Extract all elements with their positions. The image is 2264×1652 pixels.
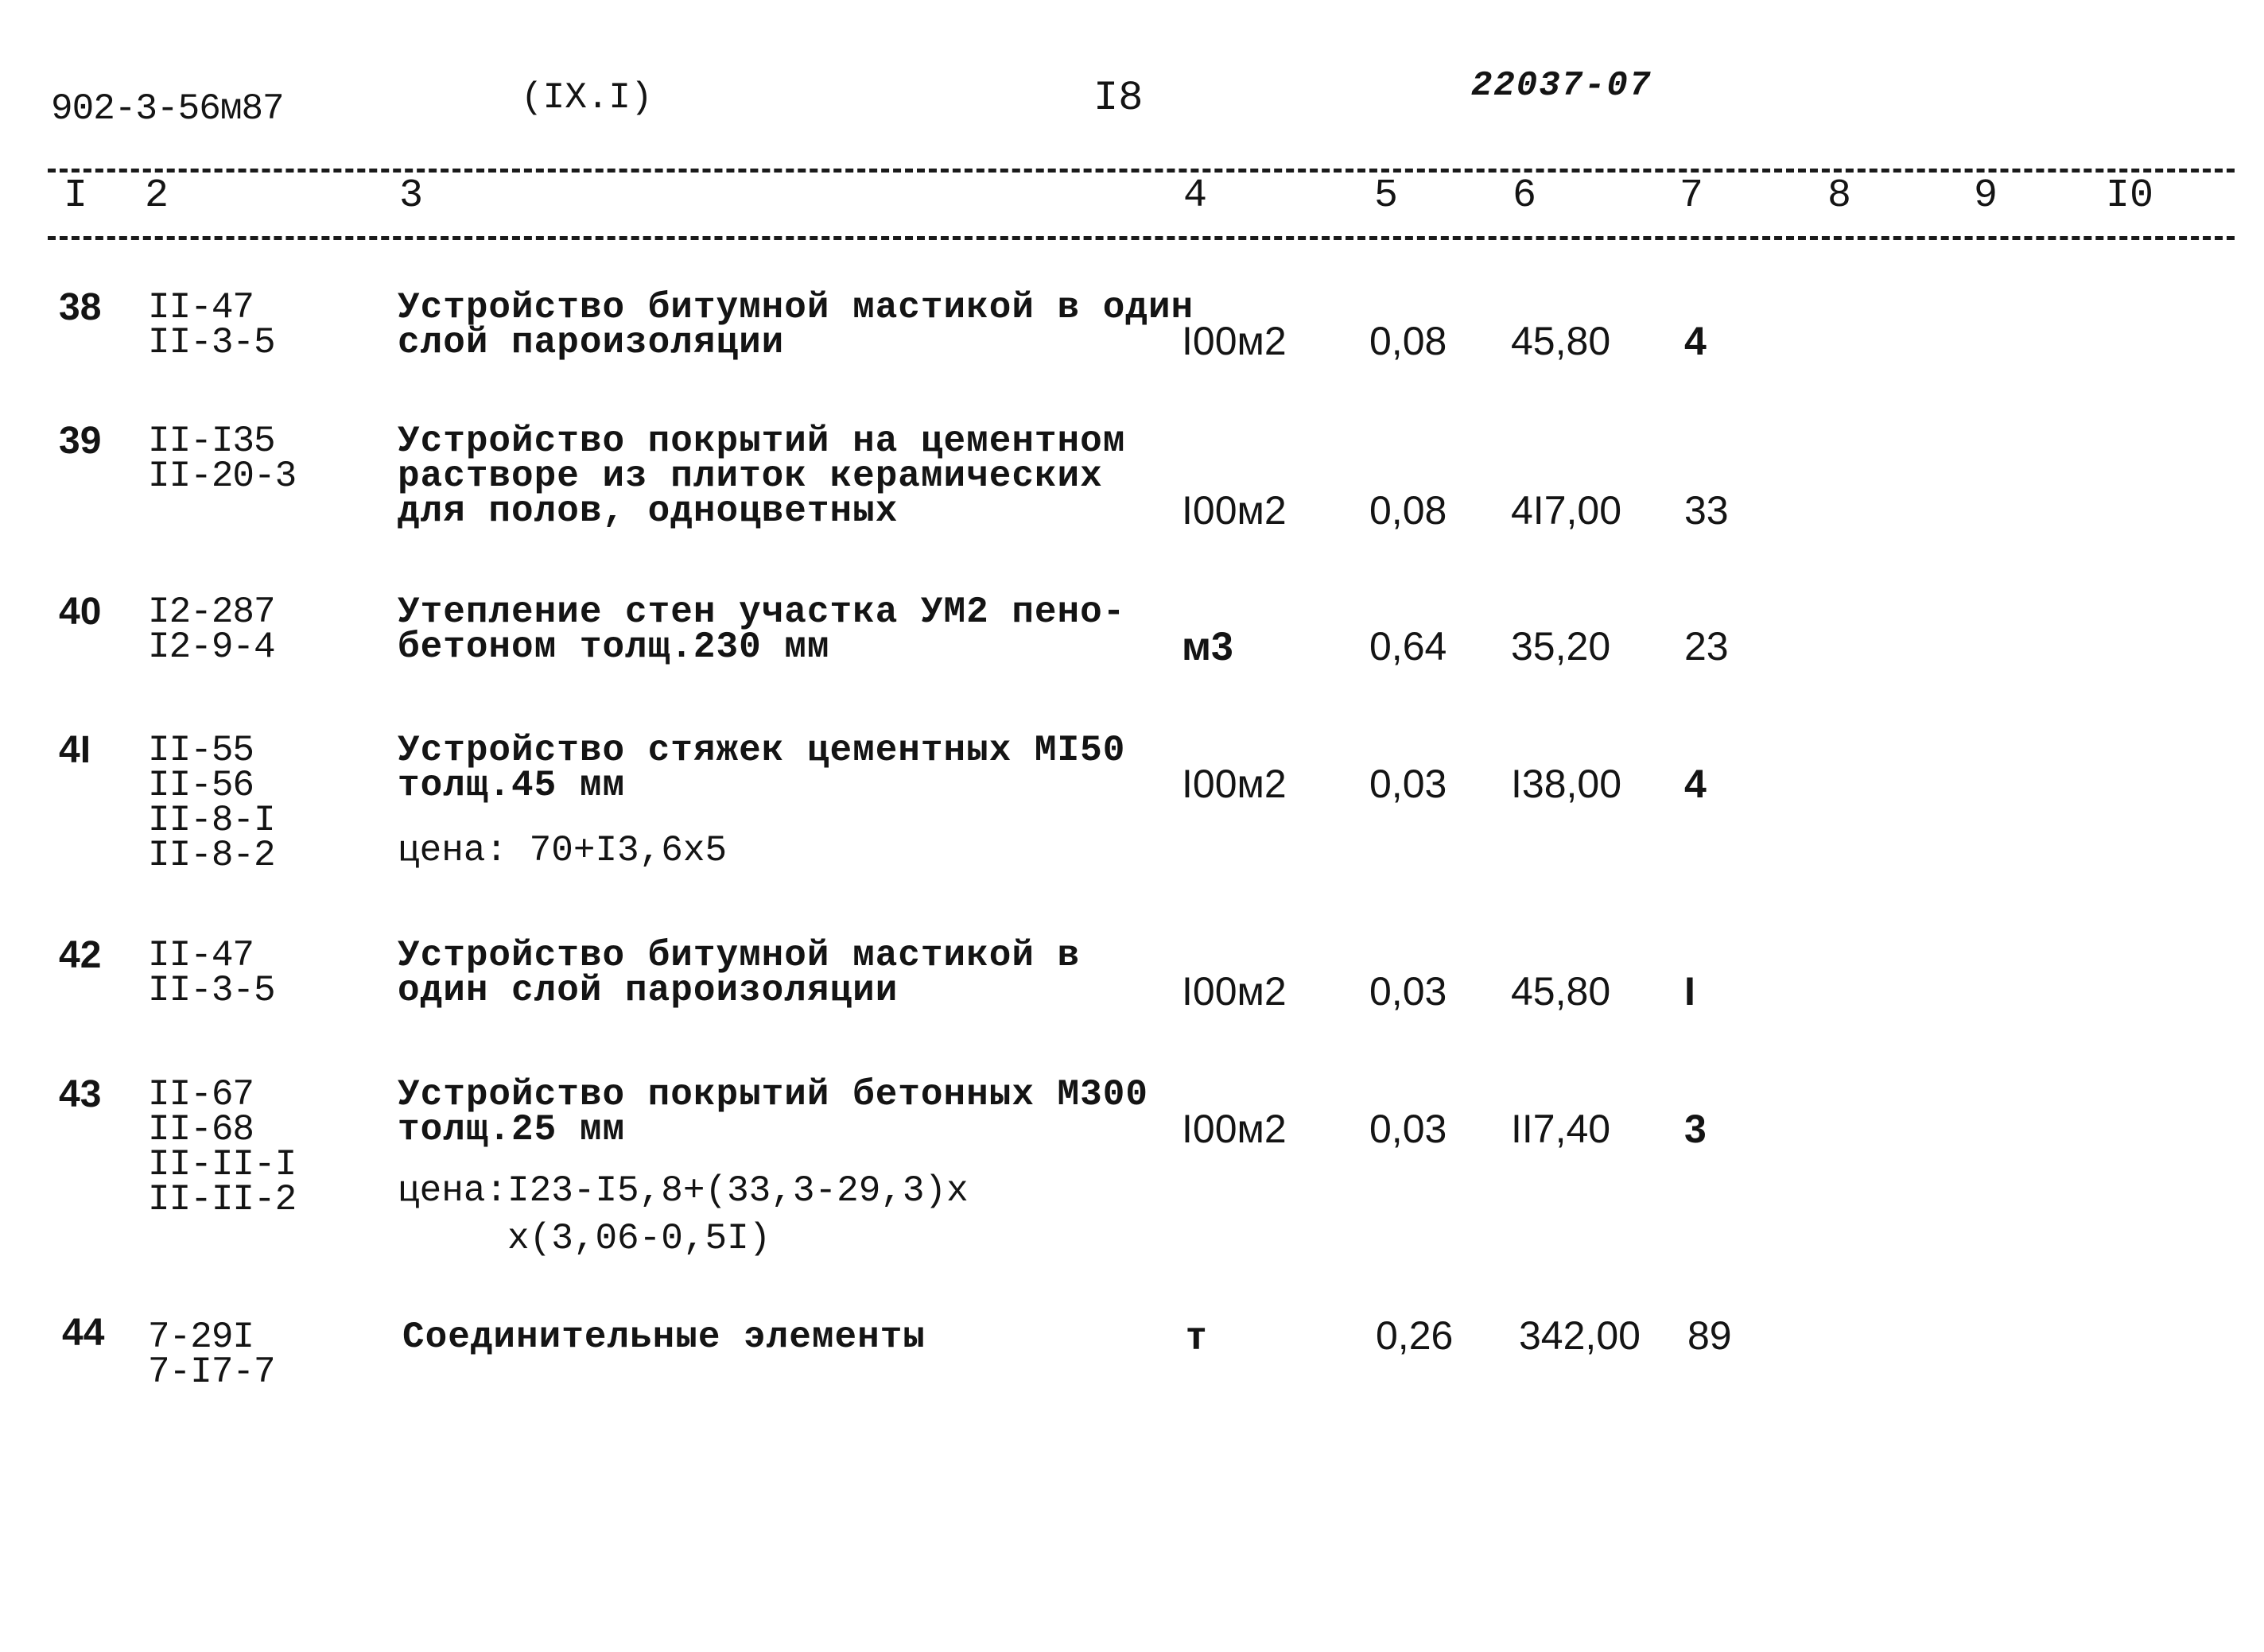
unit-price: I38,00 bbox=[1511, 762, 1622, 806]
total-cost: 3 bbox=[1684, 1107, 1707, 1151]
quantity: 0,64 bbox=[1369, 624, 1447, 669]
unit-of-measure: м3 bbox=[1182, 624, 1233, 669]
quantity: 0,26 bbox=[1376, 1313, 1454, 1358]
norm-reference: II-47 II-3-5 bbox=[148, 935, 275, 1011]
row-number: 4I bbox=[59, 729, 91, 771]
page-number: I8 bbox=[1093, 75, 1144, 122]
column-number-10: I0 bbox=[2106, 173, 2154, 219]
work-description: Устройство битумной мастикой в один слой пароизоляции bbox=[398, 935, 1081, 1011]
work-description: Устройство стяжек цементных МI50 толщ.45 мм bbox=[398, 730, 1126, 806]
column-number-2: 2 bbox=[145, 173, 169, 219]
total-cost: 4 bbox=[1684, 762, 1707, 806]
column-number-6: 6 bbox=[1513, 173, 1537, 219]
unit-price: II7,40 bbox=[1511, 1107, 1611, 1151]
column-number-8: 8 bbox=[1827, 173, 1852, 219]
column-number-5: 5 bbox=[1374, 173, 1399, 219]
unit-of-measure: I00м2 bbox=[1182, 1107, 1287, 1151]
unit-price: 35,20 bbox=[1511, 624, 1611, 669]
section-number: (IX.I) bbox=[521, 77, 653, 118]
row-number: 39 bbox=[59, 420, 102, 462]
row-number: 44 bbox=[62, 1312, 105, 1354]
row-number: 42 bbox=[59, 934, 102, 976]
work-description: Устройство покрытий бетонных М300 толщ.25 мм bbox=[398, 1074, 1148, 1150]
table-header-bottom-rule bbox=[48, 236, 2235, 240]
total-cost: 33 bbox=[1684, 488, 1729, 533]
total-cost: 4 bbox=[1684, 319, 1707, 363]
norm-reference: II-67 II-68 II-II-I II-II-2 bbox=[148, 1074, 297, 1220]
quantity: 0,08 bbox=[1369, 488, 1447, 533]
unit-of-measure: I00м2 bbox=[1182, 969, 1287, 1014]
row-number: 40 bbox=[59, 591, 102, 633]
quantity: 0,03 bbox=[1369, 762, 1447, 806]
quantity: 0,03 bbox=[1369, 1107, 1447, 1151]
row-number: 38 bbox=[59, 286, 102, 328]
total-cost: I bbox=[1684, 969, 1695, 1014]
project-code: 902-3-56м87 bbox=[51, 88, 284, 130]
column-number-9: 9 bbox=[1974, 173, 1998, 219]
table-header-top-rule bbox=[48, 169, 2235, 173]
work-description: Утепление стен участка УМ2 пено- бетоном толщ.230 мм bbox=[398, 591, 1126, 668]
unit-price: 45,80 bbox=[1511, 319, 1611, 363]
unit-of-measure: I00м2 bbox=[1182, 488, 1287, 533]
unit-price: 4I7,00 bbox=[1511, 488, 1622, 533]
column-number-3: 3 bbox=[399, 173, 424, 219]
unit-of-measure: т bbox=[1186, 1313, 1206, 1358]
norm-reference: II-47 II-3-5 bbox=[148, 287, 275, 363]
unit-of-measure: I00м2 bbox=[1182, 319, 1287, 363]
unit-of-measure: I00м2 bbox=[1182, 762, 1287, 806]
norm-reference: I2-287 I2-9-4 bbox=[148, 591, 275, 668]
quantity: 0,08 bbox=[1369, 319, 1447, 363]
work-description: Устройство покрытий на цементном растворе из плиток керамических для полов, одноцветных bbox=[398, 421, 1126, 532]
inventory-number: 22037-07 bbox=[1471, 66, 1652, 106]
row-number: 43 bbox=[59, 1073, 102, 1115]
quantity: 0,03 bbox=[1369, 969, 1447, 1014]
work-description: Устройство битумной мастикой в один слой пароизоляции bbox=[398, 287, 1194, 363]
column-number-4: 4 bbox=[1183, 173, 1208, 219]
total-cost: 89 bbox=[1687, 1313, 1732, 1358]
work-description: Соединительные элементы bbox=[402, 1317, 926, 1358]
norm-reference: 7-29I 7-I7-7 bbox=[148, 1317, 275, 1393]
unit-price: 342,00 bbox=[1519, 1313, 1641, 1358]
norm-reference: II-55 II-56 II-8-I II-8-2 bbox=[148, 730, 275, 876]
column-number-7: 7 bbox=[1680, 173, 1704, 219]
norm-reference: II-I35 II-20-3 bbox=[148, 421, 297, 497]
unit-price: 45,80 bbox=[1511, 969, 1611, 1014]
column-number-1: I bbox=[64, 173, 88, 219]
total-cost: 23 bbox=[1684, 624, 1729, 669]
price-calculation-note: цена: 70+I3,6х5 bbox=[398, 830, 728, 871]
price-calculation-note: цена:I23-I5,8+(33,3-29,3)х х(3,06-0,5I) bbox=[398, 1170, 969, 1259]
